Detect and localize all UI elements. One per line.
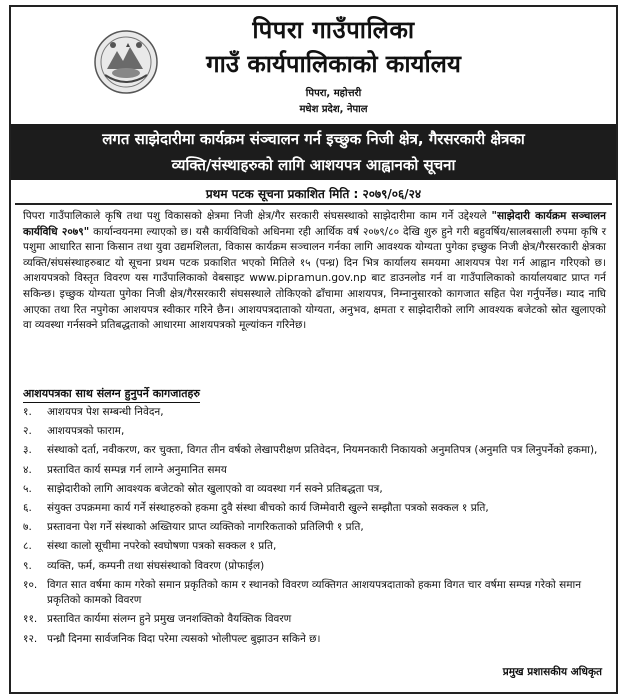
item-text: व्यक्ति, फर्म, कम्पनी तथा संघसंस्थाको विवरण (प्रोफाईल) (47, 559, 265, 572)
item-number: ४. (23, 463, 32, 476)
list-item (23, 559, 606, 575)
item-number: १. (23, 406, 32, 418)
item-text: पन्ध्रौ दिनमा सार्वजनिक विदा परेमा त्यसको भोलीपल्ट बुझाउन सकिने छ। (47, 632, 321, 645)
item-number: ११. (23, 613, 38, 626)
item-number: १०. (23, 578, 38, 591)
list-item (23, 632, 606, 648)
item-number: ३. (23, 444, 32, 457)
list-item (23, 424, 606, 440)
item-text: प्रस्तावित कार्यमा संलग्न हुने प्रमुख जनशक्तिको वैयक्तिक विवरण (47, 613, 292, 626)
list-item (23, 501, 606, 517)
item-text: आशयपत्र पेश सम्बन्धी निवेदन, (47, 406, 164, 418)
list-item (23, 612, 606, 628)
notice-banner (11, 124, 616, 180)
list-item (23, 443, 606, 459)
list-item (23, 520, 606, 536)
banner-line-1: लगत साझेदारीमा कार्यक्रम संञ्चालन गर्न इच्छुक निजी क्षेत्र, गैरसरकारी क्षेत्रका (102, 130, 525, 148)
item-text: साझेदारीको लागि आवश्यक बजेटको स्रोत खुलाएको वा व्यवस्था गर्न सक्ने प्रतिबद्धता पत्र, (47, 482, 383, 495)
item-number: ५. (23, 482, 32, 495)
address-line-2: मधेश प्रदेश, नेपाल (299, 104, 368, 115)
item-text: संयुक्त उपक्रममा कार्य गर्ने संस्थाहरुको हकमा दुवै संस्था बीचको कार्य जिम्मेवारी खुल्ने सम्झौता पत्रको सक्कल १ प्रति, (47, 501, 489, 514)
item-text: संस्थाको दर्ता, नवीकरण, कर चुक्ता, विगत तीन वर्षको लेखापरीक्षण प्रतिवेदन, नियमनकारी निकायको अनुमतिपत्र (अनुमति पत्र लिनुपर्नेको हकमा), (47, 444, 598, 457)
list-item (23, 539, 606, 555)
notice-body (23, 209, 606, 334)
item-text: आशयपत्रको फाराम, (47, 425, 125, 438)
list-item (23, 482, 606, 498)
item-text: विगत सात वर्षमा काम गरेको समान प्रकृतिको काम र स्थानको विवरण व्यक्तिगत आशयपत्रदाताको हकमा विगत चार वर्षमा सम्पन्न गरेको समान प्रकृतिको कामको विवरण (47, 578, 582, 607)
item-number: ६. (23, 501, 32, 514)
signatory-title: प्रमुख प्रशासकीय अधिकृत (502, 666, 602, 678)
address-line-1: पिपरा, महोत्तरी (305, 88, 362, 99)
procedure-name: "साझेदारी कार्यक्रम सञ्चालन कार्यविधि २०७९" (23, 210, 606, 238)
item-number: २. (23, 425, 32, 438)
item-text: संस्था कालो सूचीमा नपरेको स्वघोषणा पत्रको सक्कल १ प्रति, (47, 540, 277, 553)
list-item (23, 578, 606, 609)
publication-date: प्रथम पटक सूचना प्रकाशित मिति : २०७९/०६/२४ (205, 187, 422, 201)
documents-list (23, 405, 606, 651)
body-text-start: पिपरा गाउँपालिकाले कृषि तथा पशु विकासको क्षेत्रमा निजी क्षेत्र/गैर सरकारी संघसस्थाको साझेदारीमा काम गर्ने उद्देश्यले (23, 210, 492, 222)
list-item (23, 463, 606, 479)
item-number: ८. (23, 540, 32, 553)
item-number: ७. (23, 521, 32, 534)
municipality-title: पिपरा गाउँपालिका (252, 16, 415, 44)
banner-line-2: व्यक्ति/संस्थाहरुको लागि आशयपत्र आह्वानको सूचना (171, 156, 456, 174)
office-title: गाउँ कार्यपालिकाको कार्यालय (206, 50, 461, 78)
item-number: ९. (23, 559, 32, 572)
documents-heading: आशयपत्रका साथ संलग्न हुनुपर्ने कागजातहरु (23, 386, 200, 403)
body-text-rest: कार्यान्वयनमा ल्याएको छ। यसै कार्यविधिको अधिनमा रही आर्थिक वर्ष २०७९/८० देखि शुरु हुने गरी बहुवर्षिय/सालबसाली रुपमा कृषि र पशुमा आधारित साना किसान तथा युवा उद्यमशिलता, विकास कार्यक्रम सञ्चालन गर्नका लागि आवश्यक योग्यता पुगेका इच्छुक निजी क्षेत्र/गैरसरकारी क्षेत्रका व्यक्ति/संघसंस्थाहरुबाट यो सूचना प्रथम पटक प्रकाशित भएको मितिले १५ (पन्ध्र) दिन भित्र कार्यालय समयमा आशयपत्र पेश गर्न आह्वान गरिएको छ। आशयपत्रको विस्तृत विवरण यस गाउँपालिकाको वेबसाइट www.pipramun.gov.np बाट डाउनलोड गर्न वा गाउँपालिकाको कार्यालयबाट प्राप्त गर्न सकिन्छ। इच्छुक योग्यता पुगेका निजी क्षेत्र/गैरसरकारी संघसस्थाले तोकिएको ढाँचामा आशयपत्र, निम्नानुसारको कागजात सहित पेश गर्नुपर्नेछ। म्याद नाघि आएका तथा रित नपुगेका आशयपत्र स्वीकार गरिने छैन। आशयपत्रदाताको योग्यता, अनुभव, क्षमता र साझेदारीको लागि आवश्यक बजेटको स्रोत खुलाएको वा व्यवस्था गर्नसक्ने प्रतिबद्धताको आधारमा आशयपत्रको मूल्यांकन गरिनेछ। (23, 225, 607, 332)
notice-frame (9, 5, 618, 694)
item-text: प्रस्तावित कार्य सम्पन्न गर्न लाग्ने अनुमानित समय (47, 463, 227, 476)
notice-header (11, 7, 616, 117)
item-number: १२. (23, 632, 38, 645)
list-item (23, 405, 606, 421)
divider (15, 203, 612, 205)
item-text: प्रस्तावना पेश गर्ने संस्थाको अख्तियार प्राप्त व्यक्तिको नागरिकताको प्रतिलिपी १ प्रति, (47, 521, 364, 534)
